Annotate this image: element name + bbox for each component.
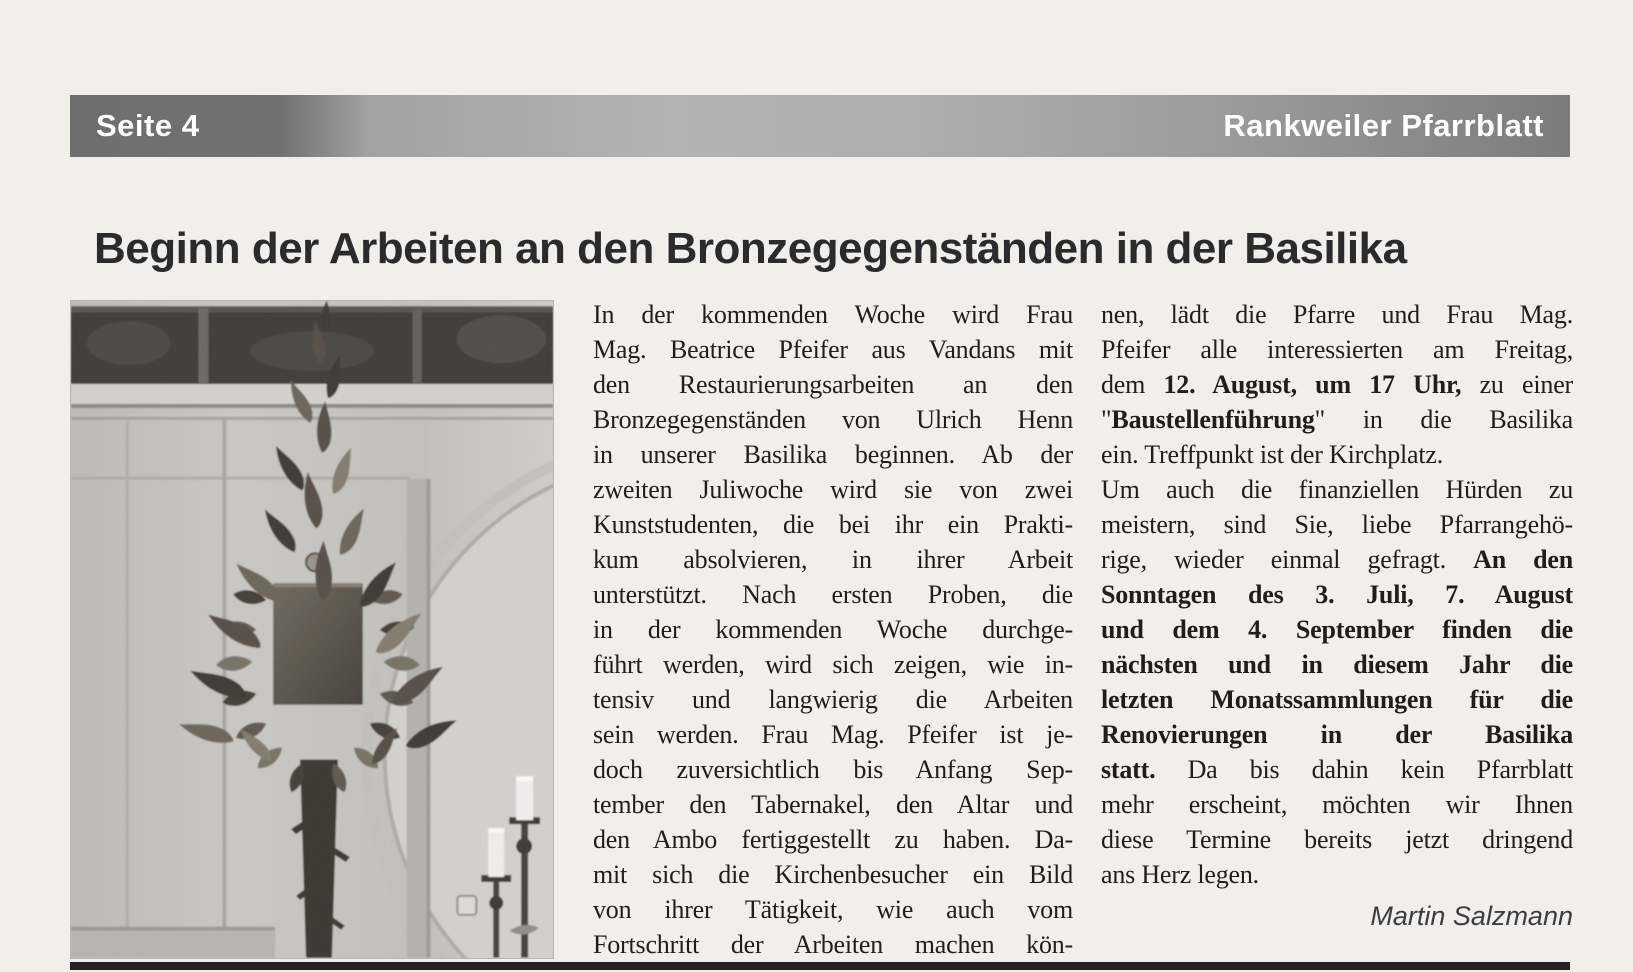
text-line: den Ambo fertiggestellt zu haben. Da- (593, 825, 1073, 854)
page-number-label: Seite 4 (96, 108, 200, 143)
text-line: statt. Da bis dahin kein Pfarrblatt (1101, 755, 1573, 784)
article-column-2 (1101, 297, 1573, 892)
text-line: Fortschritt der Arbeiten machen kön- (593, 930, 1073, 959)
text-line: Kunststudenten, die bei ihr ein Prakti- (593, 510, 1073, 539)
text-line: Um auch die finanziellen Hürden zu (1101, 475, 1573, 504)
text-line: und dem 4. September finden die (1101, 615, 1573, 644)
bottom-rule (70, 962, 1570, 970)
text-line: ans Herz legen. (1101, 860, 1259, 889)
text-line: in der kommenden Woche durchge- (593, 615, 1073, 644)
text-line: unterstützt. Nach ersten Proben, die (593, 580, 1073, 609)
text-line: Bronzegegenständen von Ulrich Henn (593, 405, 1073, 434)
text-line: Renovierungen in der Basilika (1101, 720, 1573, 749)
text-line: ein. Treffpunkt ist der Kirchplatz. (1101, 440, 1444, 469)
text-line: von ihrer Tätigkeit, wie auch vom (593, 895, 1073, 924)
text-line: zweiten Juliwoche wird sie von zwei (593, 475, 1073, 504)
text-line: führt werden, wird sich zeigen, wie in- (593, 650, 1073, 679)
photo-grain-overlay (71, 301, 553, 957)
text-line: Pfeifer alle interessierten am Freitag, (1101, 335, 1573, 364)
text-line: rige, wieder einmal gefragt. An den (1101, 545, 1573, 574)
text-line: tember den Tabernakel, den Altar und (593, 790, 1073, 819)
article-photo (70, 300, 554, 959)
text-line: nen, lädt die Pfarre und Frau Mag. (1101, 300, 1573, 329)
text-line: mit sich die Kirchenbesucher ein Bild (593, 860, 1073, 889)
text-line: in unserer Basilika beginnen. Ab der (593, 440, 1073, 469)
tabernacle-photo-illustration (71, 301, 553, 958)
text-line: doch zuversichtlich bis Anfang Sep- (593, 755, 1073, 784)
text-line: mehr erscheint, möchten wir Ihnen (1101, 790, 1573, 819)
text-line: meistern, sind Sie, liebe Pfarrangehö- (1101, 510, 1573, 539)
page-header-bar (70, 95, 1570, 157)
text-line: Sonntagen des 3. Juli, 7. August (1101, 580, 1573, 609)
text-line: diese Termine bereits jetzt dringend (1101, 825, 1573, 854)
text-line: tensiv und langwierig die Arbeiten (593, 685, 1073, 714)
text-line: sein werden. Frau Mag. Pfeifer ist je- (593, 720, 1073, 749)
text-line: nächsten und in diesem Jahr die (1101, 650, 1573, 679)
text-line: kum absolvieren, in ihrer Arbeit (593, 545, 1073, 574)
newsletter-title-label: Rankweiler Pfarrblatt (1223, 108, 1544, 143)
text-line: Mag. Beatrice Pfeifer aus Vandans mit (593, 335, 1073, 364)
text-line: In der kommenden Woche wird Frau (593, 300, 1073, 329)
article-column-1 (593, 297, 1073, 962)
text-line: "Baustellenführung" in die Basilika (1101, 405, 1573, 434)
text-line: den Restaurierungsarbeiten an den (593, 370, 1073, 399)
author-signature: Martin Salzmann (1370, 901, 1573, 931)
text-line: dem 12. August, um 17 Uhr, zu einer (1101, 370, 1573, 399)
text-line: letzten Monatssammlungen für die (1101, 685, 1573, 714)
article-headline: Beginn der Arbeiten an den Bronzegegenständen in der Basilika (94, 224, 1407, 273)
